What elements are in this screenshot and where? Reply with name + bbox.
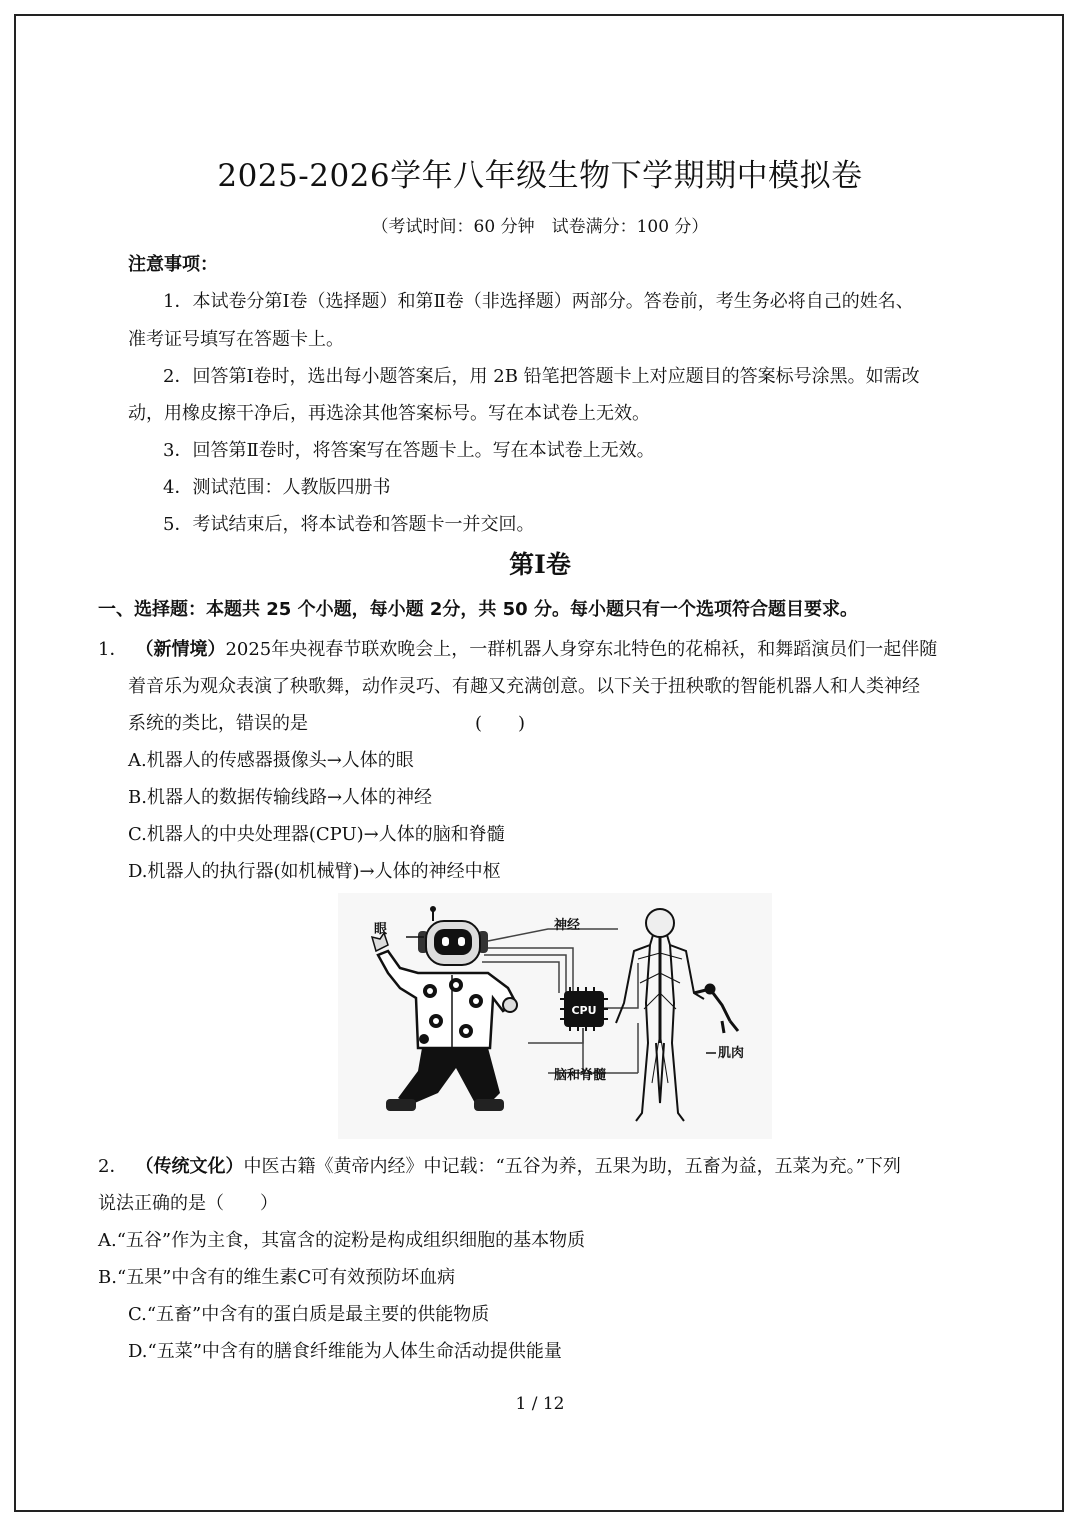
question-2-line-2: 说法正确的是（ ） xyxy=(98,1193,278,1214)
option-c: C.“五畜”中含有的蛋白质是最主要的供能物质 xyxy=(128,1304,490,1325)
question-text: 2025年央视春节联欢晚会上，一群机器人身穿东北特色的花棉袄，和舞蹈演员们一起伴随 xyxy=(225,639,938,660)
notice-line: 动，用橡皮擦干净后，再选涂其他答案标号。写在本试卷上无效。 xyxy=(128,403,650,424)
option-d: D.“五菜”中含有的膳食纤维能为人体生命活动提供能量 xyxy=(128,1341,562,1362)
page-number: 1 / 12 xyxy=(515,1394,565,1414)
notice-line: 4．测试范围：人教版四册书 xyxy=(163,477,391,498)
answer-bracket: ( ) xyxy=(475,713,526,734)
option-a: A.机器人的传感器摄像头→人体的眼 xyxy=(128,750,414,771)
question-1-line-3: 系统的类比，错误的是 xyxy=(128,713,308,734)
notice-line: 3．回答第Ⅱ卷时，将答案写在答题卡上。写在本试卷上无效。 xyxy=(163,440,655,461)
question-number: 1． xyxy=(98,639,128,660)
question-2-line-1 xyxy=(98,1152,901,1178)
question-text: 中医古籍《黄帝内经》中记载：“五谷为养，五果为助，五畜为益，五菜为充。”下列 xyxy=(243,1156,901,1177)
muscle-label: 肌肉 xyxy=(718,1046,745,1061)
notice-line: 2．回答第Ⅰ卷时，选出每小题答案后，用 2B 铅笔把答题卡上对应题目的答案标号涂黑。如需改 xyxy=(163,366,920,387)
notice-heading: 注意事项： xyxy=(128,254,218,275)
notice-line: 准考证号填写在答题卡上。 xyxy=(128,329,344,350)
section-title: 第Ⅰ卷 xyxy=(509,550,571,579)
question-1-line-2: 着音乐为观众表演了秧歌舞，动作灵巧、有趣又充满创意。以下关于扭秧歌的智能机器人和人类神经 xyxy=(128,676,920,697)
option-d: D.机器人的执行器(如机械臂)→人体的神经中枢 xyxy=(128,861,501,882)
exam-title: 2025-2026学年八年级生物下学期期中模拟卷 xyxy=(217,158,863,194)
nerve-label: 神经 xyxy=(554,918,581,933)
option-a: A.“五谷”作为主食，其富含的淀粉是构成组织细胞的基本物质 xyxy=(98,1230,586,1251)
cpu-chip-icon xyxy=(560,987,608,1031)
section-heading: 一、选择题：本题共 25 个小题，每小题 2分，共 50 分。每小题只有一个选项符合题目要求。 xyxy=(98,599,858,620)
cpu-label: CPU xyxy=(571,1004,597,1017)
question-tag: （传统文化） xyxy=(135,1156,244,1177)
question-tag: （新情境） xyxy=(135,639,226,660)
option-b: B.“五果”中含有的维生素C可有效预防坏血病 xyxy=(98,1267,456,1288)
robot-nervous-system-figure xyxy=(338,893,772,1139)
notice-line: 1．本试卷分第Ⅰ卷（选择题）和第Ⅱ卷（非选择题）两部分。答卷前，考生务必将自己的姓名、 xyxy=(163,291,914,312)
eye-label: 眼 xyxy=(374,922,388,937)
notice-line: 5．考试结束后，将本试卷和答题卡一并交回。 xyxy=(163,514,535,535)
brain-spinal-label: 脑和脊髓 xyxy=(554,1068,607,1083)
option-b: B.机器人的数据传输线路→人体的神经 xyxy=(128,787,433,808)
question-1-line-1 xyxy=(98,635,937,661)
question-number: 2． xyxy=(98,1156,128,1177)
option-c: C.机器人的中央处理器(CPU)→人体的脑和脊髓 xyxy=(128,824,505,845)
exam-subtitle: （考试时间：60 分钟 试卷满分：100 分） xyxy=(371,217,709,237)
